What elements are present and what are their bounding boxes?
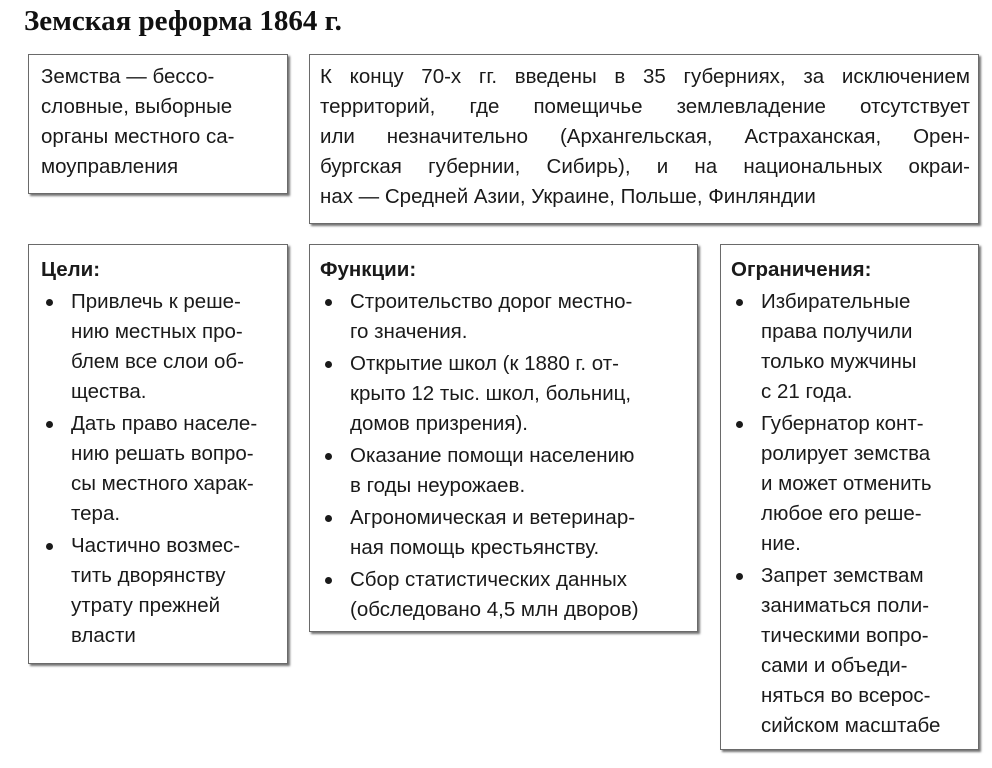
goals-item-line: сы местного харак- — [71, 472, 254, 495]
limitations-item-line: Губернатор конт- — [761, 412, 924, 435]
bullet-icon — [325, 515, 332, 522]
bullet-icon — [46, 543, 53, 550]
functions-item-line: Оказание помощи населению — [350, 444, 635, 467]
limitations-item-line: сами и объеди- — [761, 654, 908, 677]
limitations-item-line: ние. — [761, 532, 801, 555]
territories-line: или незначительно (Архангельская, Астраханская, Орен- — [320, 125, 970, 148]
limitations-heading: Ограничения: — [731, 258, 872, 281]
goals-item-line: утрату прежней — [71, 594, 221, 617]
functions-item-line: в годы неурожаев. — [350, 474, 526, 497]
limitations-item-line: и может отменить — [761, 472, 932, 495]
goals-item-line: власти — [71, 624, 136, 647]
goals-item-line: нию решать вопро- — [71, 442, 254, 465]
functions-item — [320, 441, 691, 501]
limitations-item — [731, 561, 972, 741]
goals-heading: Цели: — [41, 258, 101, 281]
territories-line: бургская губернии, Сибирь), и на национальных окраи- — [320, 155, 970, 178]
limitations-box — [720, 244, 979, 750]
functions-item-line: домов призрения). — [350, 412, 528, 435]
functions-item-line: (обследовано 4,5 млн дворов) — [350, 598, 639, 621]
bullet-icon — [46, 421, 53, 428]
goals-item-line: нию местных про- — [71, 320, 243, 343]
page-title: Земская реформа 1864 г. — [24, 5, 342, 37]
definition-line: моуправления — [41, 155, 179, 178]
limitations-item-line: любое его реше- — [761, 502, 922, 525]
limitations-item-line: с 21 года. — [761, 380, 853, 403]
goals-item-line: тить дворянству — [71, 564, 226, 587]
limitations-item-line: няться во всерос- — [761, 684, 931, 707]
territories-line: К концу 70-х гг. введены в 35 губерниях, за исключением — [320, 65, 970, 88]
limitations-item-line: Запрет земствам — [761, 564, 924, 587]
goals-item-line: Дать право населе- — [71, 412, 258, 435]
definition-line: словные, выборные — [41, 95, 233, 118]
functions-heading: Функции: — [320, 258, 417, 281]
territories-box — [309, 54, 979, 224]
definition-line: органы местного са- — [41, 125, 235, 148]
territories-line: территорий, где помещичье землевладение отсутствует — [320, 95, 970, 118]
bullet-icon — [736, 299, 743, 306]
goals-item-line: Привлечь к реше- — [71, 290, 241, 313]
functions-item-line: Строительство дорог местно- — [350, 290, 633, 313]
goals-item-line: блем все слои об- — [71, 350, 244, 373]
bullet-icon — [325, 577, 332, 584]
limitations-item-line: Избирательные — [761, 290, 911, 313]
limitations-item-line: ролирует земства — [761, 442, 931, 465]
limitations-item-line: права получили — [761, 320, 913, 343]
goals-item — [41, 409, 281, 529]
functions-item-line: го значения. — [350, 320, 468, 343]
functions-item — [320, 287, 691, 347]
goals-item — [41, 531, 281, 651]
bullet-icon — [46, 299, 53, 306]
functions-item — [320, 503, 691, 563]
bullet-icon — [736, 573, 743, 580]
bullet-icon — [325, 299, 332, 306]
territories-line: нах — Средней Азии, Украине, Польше, Финляндии — [320, 185, 816, 208]
functions-item-line: Открытие школ (к 1880 г. от- — [350, 352, 619, 375]
limitations-item-line: сийском масштабе — [761, 714, 941, 737]
goals-box — [28, 244, 288, 664]
definition-box — [28, 54, 288, 194]
goals-item-line: щества. — [71, 380, 147, 403]
goals-item-line: тера. — [71, 502, 121, 525]
bullet-icon — [325, 453, 332, 460]
functions-item — [320, 349, 691, 439]
functions-item — [320, 565, 691, 625]
functions-item-line: ная помощь крестьянству. — [350, 536, 600, 559]
bullet-icon — [736, 421, 743, 428]
functions-item-line: крыто 12 тыс. школ, больниц, — [350, 382, 632, 405]
functions-item-line: Агрономическая и ветеринар- — [350, 506, 636, 529]
limitations-item — [731, 287, 972, 407]
limitations-item-line: только мужчины — [761, 350, 917, 373]
bullet-icon — [325, 361, 332, 368]
goals-item-line: Частично возмес- — [71, 534, 241, 557]
definition-line: Земства — бессо- — [41, 65, 215, 88]
limitations-item-line: тическими вопро- — [761, 624, 929, 647]
limitations-item — [731, 409, 972, 559]
functions-box — [309, 244, 698, 632]
goals-item — [41, 287, 281, 407]
limitations-item-line: заниматься поли- — [761, 594, 930, 617]
functions-item-line: Сбор статистических данных — [350, 568, 628, 591]
